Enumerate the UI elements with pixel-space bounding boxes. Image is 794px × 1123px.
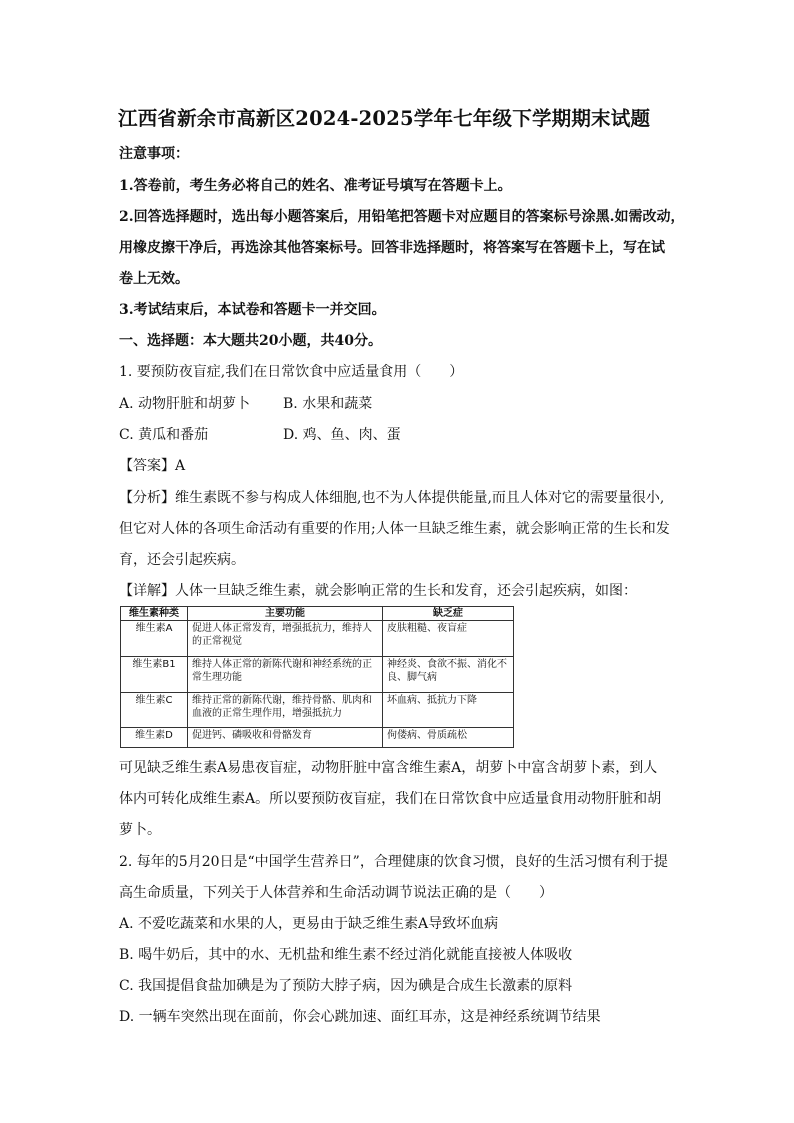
exam-title: 江西省新余市高新区2024-2025学年七年级下学期期末试题 <box>118 107 651 130</box>
vitamin-table-image <box>118 604 518 750</box>
q1-stem: 1. 要预防夜盲症,我们在日常饮食中应适量食用（ ） <box>119 364 464 380</box>
table-cell-type: 维生素B1 <box>121 656 188 692</box>
notice-item-3: 3.考试结束后，本试卷和答题卡一并交回。 <box>119 302 386 318</box>
q1-detail: 【详解】人体一旦缺乏维生素，就会影响正常的生长和发育，还会引起疾病，如图： <box>119 583 637 599</box>
table-cell-function: 促进钙、磷吸收和骨骼发育 <box>188 728 383 748</box>
table-cell-deficiency: 坏血病、抵抗力下降 <box>383 692 514 728</box>
table-header: 主要功能 <box>188 607 383 621</box>
table-row <box>121 656 514 692</box>
q1-option-c: C. 黄瓜和番茄 <box>119 427 209 443</box>
table-row <box>121 692 514 728</box>
table-cell-function: 促进人体正常发育，增强抵抗力，维持人的正常视觉 <box>188 621 383 657</box>
q1-analysis-3: 育，还会引起疾病。 <box>119 552 245 568</box>
q2-stem-2: 高生命质量，下列关于人体营养和生命活动调节说法正确的是（ ） <box>119 885 553 901</box>
q1-conclusion-1: 可见缺乏维生素A易患夜盲症，动物肝脏中富含维生素A，胡萝卜中富含胡萝卜素，到人 <box>119 760 658 776</box>
notice-item-2-cont: 用橡皮擦干净后，再选涂其他答案标号。回答非选择题时，将答案写在答题卡上，写在试 <box>119 240 665 256</box>
table-cell-deficiency: 神经炎、食欲不振、消化不良、脚气病 <box>383 656 514 692</box>
table-cell-deficiency: 佝偻病、骨质疏松 <box>383 728 514 748</box>
q1-conclusion-3: 萝卜。 <box>119 822 161 838</box>
table-cell-deficiency: 皮肤粗糙、夜盲症 <box>383 621 514 657</box>
q1-option-b: B. 水果和蔬菜 <box>283 396 373 412</box>
table-cell-function: 维持正常的新陈代谢，维持骨骼、肌肉和血液的正常生理作用，增强抵抗力 <box>188 692 383 728</box>
q2-option-b: B. 喝牛奶后，其中的水、无机盐和维生素不经过消化就能直接被人体吸收 <box>119 947 573 963</box>
q1-analysis-2: 但它对人体的各项生命活动有重要的作用;人体一旦缺乏维生素，就会影响正常的生长和发 <box>119 521 670 537</box>
table-cell-function: 维持人体正常的新陈代谢和神经系统的正常生理功能 <box>188 656 383 692</box>
table-row <box>121 728 514 748</box>
notice-item-2: 2.回答选择题时，选出每小题答案后，用铅笔把答题卡对应题目的答案标号涂黑.如需改动， <box>119 209 685 225</box>
notice-item-2-end: 卷上无效。 <box>119 271 189 287</box>
section-heading: 一、选择题：本大题共20小题，共40分。 <box>119 333 382 349</box>
q2-option-c: C. 我国提倡食盐加碘是为了预防大脖子病，因为碘是合成生长激素的原料 <box>119 978 573 994</box>
q2-option-d: D. 一辆车突然出现在面前，你会心跳加速、面红耳赤，这是神经系统调节结果 <box>119 1009 601 1025</box>
q1-answer: 【答案】A <box>119 458 186 474</box>
vitamin-table <box>120 606 514 748</box>
table-header: 维生素种类 <box>121 607 188 621</box>
table-row <box>121 621 514 657</box>
table-header-row <box>121 607 514 621</box>
q2-stem-1: 2. 每年的5月20日是“中国学生营养日”，合理健康的饮食习惯，良好的生活习惯有利于提 <box>119 854 668 870</box>
q1-conclusion-2: 体内可转化成维生素A。所以要预防夜盲症，我们在日常饮食中应适量食用动物肝脏和胡 <box>119 791 662 807</box>
table-cell-type: 维生素C <box>121 692 188 728</box>
q1-analysis-1: 【分析】维生素既不参与构成人体细胞,也不为人体提供能量,而且人体对它的需要量很小, <box>119 490 665 506</box>
q1-option-a: A. 动物肝脏和胡萝卜 <box>119 396 251 412</box>
notice-heading: 注意事项： <box>119 146 189 162</box>
q1-option-d: D. 鸡、鱼、肉、蛋 <box>283 427 401 443</box>
q2-option-a: A. 不爱吃蔬菜和水果的人，更易由于缺乏维生素A导致坏血病 <box>119 916 499 932</box>
notice-item-1: 1.答卷前，考生务必将自己的姓名、准考证号填写在答题卡上。 <box>119 178 512 194</box>
table-header: 缺乏症 <box>383 607 514 621</box>
table-cell-type: 维生素D <box>121 728 188 748</box>
table-cell-type: 维生素A <box>121 621 188 657</box>
